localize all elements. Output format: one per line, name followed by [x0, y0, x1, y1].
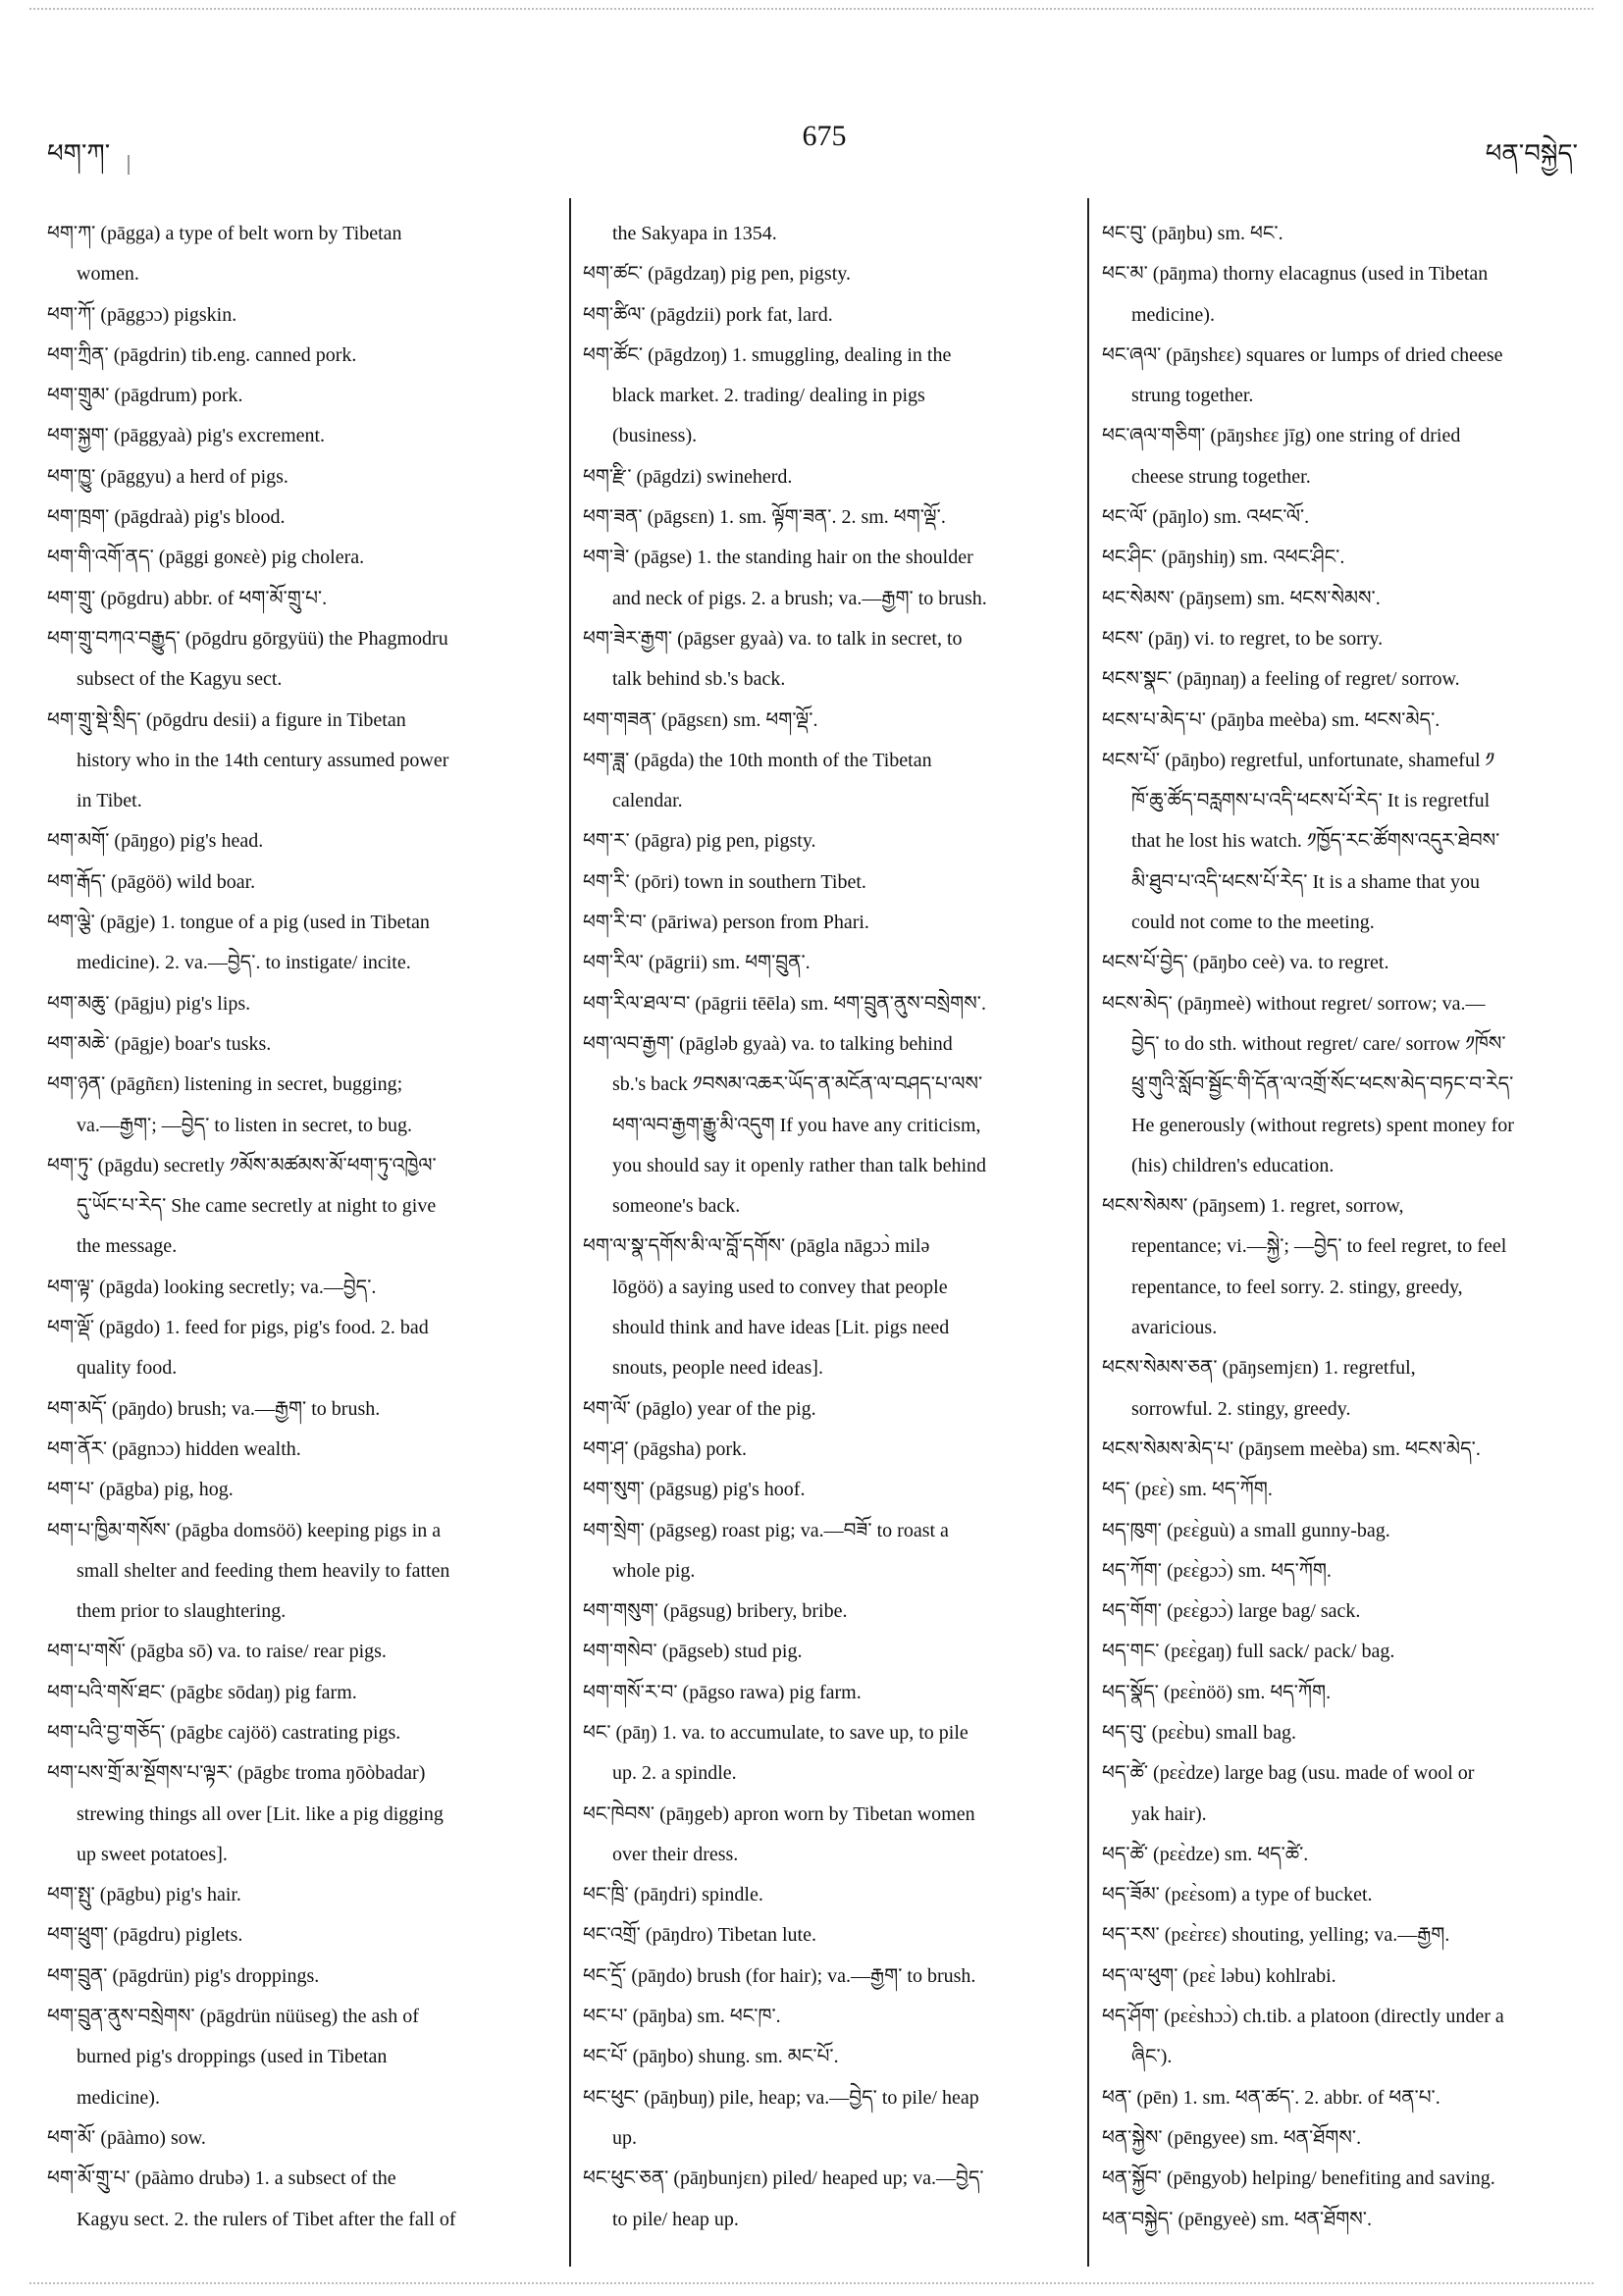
entry-continuation-line: sorrowful. 2. stingy, greedy.: [1131, 1397, 1351, 1420]
entry-headword-line: ཕག་གསོ་ར་བ་ (pāgso rawa) pig farm.: [583, 1681, 862, 1703]
entry-headword-line: ཕང་བུ་ (pāŋbu) sm. ཕང་.: [1102, 223, 1283, 244]
entry-headword-line: ཕག་ལྡོ་ (pāgdo) 1. feed for pigs, pig's food. 2. bad: [47, 1317, 429, 1339]
entry-continuation-line: ཕྲུ་གུའི་སློབ་སྦྱོང་གི་དོན་ལ་འགྲོ་སོང་ཕངས་མེད་བཏང་བ་རེད་: [1131, 1073, 1514, 1096]
entry-headword-line: ཕང་འགྲོ་ (pāŋdro) Tibetan lute.: [583, 1924, 816, 1947]
entry-headword-line: ཕག་ཟེ་ (pāgse) 1. the standing hair on the shoulder: [583, 547, 973, 569]
entry-headword-line: ཕག་པ་ (pāgba) pig, hog.: [47, 1479, 234, 1501]
entry-headword-line: ཕག་གསུག་ (pāgsug) bribery, bribe.: [583, 1600, 848, 1623]
entry-headword-line: ཕང་ཞལ་ (pāŋshɛɛ) squares or lumps of dried cheese: [1102, 343, 1503, 366]
column-divider: [1087, 198, 1089, 2267]
entry-continuation-line: to pile/ heap up.: [612, 2208, 739, 2230]
entry-headword-line: ཕག་ཏུ་ (pāgdu) secretly ༡མོས་མཚམས་མོ་ཕག་ཏུ་འཁྱེལ་: [47, 1154, 437, 1176]
entry-headword-line: ཕག་གྲུ་སྡེ་སྲིད་ (pōgdru desii) a figure in Tibetan: [47, 708, 406, 731]
entry-headword-line: ཕག་ཤ་ (pāgsha) pork.: [583, 1437, 748, 1460]
entry-headword-line: ཕང་མ་ (pāŋma) thorny elacagnus (used in Tibetan: [1102, 263, 1489, 286]
entry-headword-line: ཕག་སྲེག་ (pāgseg) roast pig; va.—བཟོ་ to roast a: [583, 1519, 949, 1541]
top-scan-edge: [29, 8, 1594, 10]
entry-continuation-line: talk behind sb.'s back.: [612, 668, 786, 691]
entry-headword-line: ཕན་བསྐྱེད་ (pēngyeè) sm. ཕན་ཐོགས་.: [1102, 2208, 1372, 2230]
entry-continuation-line: you should say it openly rather than talk behind: [612, 1154, 987, 1176]
entry-continuation-line: avaricious.: [1131, 1317, 1218, 1339]
entry-headword-line: ཕད་གང་ (pɛɛ̀gaŋ) full sack/ pack/ bag.: [1102, 1641, 1395, 1663]
entry-continuation-line: up.: [612, 2126, 637, 2149]
entry-headword-line: ཕག་གཟན་ (pāgsɛn) sm. ཕག་ལྡོ་.: [583, 708, 818, 731]
entry-headword-line: ཕད་ཚེ་ (pɛɛ̀dze) sm. ཕད་ཚེ་.: [1102, 1843, 1309, 1865]
entry-continuation-line: over their dress.: [612, 1843, 739, 1865]
entry-headword-line: ཕང་ཕུང་ཅན་ (pāŋbunjɛn) piled/ heaped up; va.—བྱེད་: [583, 2167, 984, 2190]
column-divider: [569, 198, 571, 2267]
entry-headword-line: ཕག་ལོ་ (pāglo) year of the pig.: [583, 1397, 816, 1420]
entry-headword-line: ཕག་ཁྱུ་ (pāggyu) a herd of pigs.: [47, 465, 288, 488]
scan-mark: [128, 155, 130, 175]
entry-headword-line: ཕག་རིལ་ཐལ་བ་ (pāgrii tēēla) sm. ཕག་བྲུན་ནུས་བསྲེགས་.: [583, 992, 986, 1015]
entry-headword-line: ཕག་གྲུ་ (pōgdru) abbr. of ཕག་མོ་གྲུ་པ་.: [47, 587, 328, 609]
entry-headword-line: ཕད་ཚེ་ (pɛɛ̀dze) large bag (usu. made of wool or: [1102, 1762, 1475, 1785]
entry-headword-line: ཕག་བྲུན་ (pāgdrün) pig's droppings.: [47, 1964, 320, 1987]
entry-headword-line: ཕད་ཀོག་ (pɛɛ̀gɔɔ̀) sm. ཕད་ཀོག.: [1102, 1559, 1332, 1582]
entry-headword-line: ཕག་བྲུན་ནུས་བསྲེགས་ (pāgdrün nüüseg) the ash of: [47, 2006, 419, 2028]
page-number: 675: [802, 120, 847, 152]
dictionary-column-1: [47, 214, 557, 2240]
entry-headword-line: ཕངས་སེམས་མེད་པ་ (pāŋsem meèba) sm. ཕངས་མེད་.: [1102, 1437, 1481, 1460]
entry-headword-line: ཕང་ཁེབས་ (pāŋgeb) apron worn by Tibetan women: [583, 1802, 975, 1825]
entry-headword-line: ཕག་གྲུམ་ (pāgdrum) pork.: [47, 385, 243, 407]
entry-headword-line: ཕག་རྫི་ (pāgdzi) swineherd.: [583, 465, 793, 488]
entry-continuation-line: medicine). 2. va.—བྱེད་. to instigate/ incite.: [77, 952, 411, 974]
entry-headword-line: ཕངས་ (pāŋ) vi. to regret, to be sorry.: [1102, 627, 1384, 650]
entry-continuation-line: He generously (without regrets) spent money for: [1131, 1114, 1514, 1136]
entry-continuation-line: strewing things all over [Lit. like a pig digging: [77, 1802, 444, 1825]
entry-continuation-line: burned pig's droppings (used in Tibetan: [77, 2046, 388, 2068]
entry-continuation-line: medicine).: [1131, 303, 1215, 326]
entry-headword-line: ཕན་སྐྱེས་ (pēngyee) sm. ཕན་ཐོགས་.: [1102, 2126, 1362, 2149]
entry-continuation-line: དུ་ཡོང་པ་རེད་ She came secretly at night to give: [77, 1195, 437, 1218]
entry-headword-line: ཕང་ཁྲི་ (pāŋdri) spindle.: [583, 1884, 763, 1906]
entry-continuation-line: repentance, to feel sorry. 2. stingy, greedy,: [1131, 1276, 1463, 1298]
entry-headword-line: ཕད་རས་ (pɛɛ̀rɛɛ) shouting, yelling; va.—རྒྱག.: [1102, 1924, 1450, 1947]
entry-headword-line: ཕག་མོ་གྲུ་པ་ (pāàmo drubə) 1. a subsect of the: [47, 2167, 396, 2190]
entry-headword-line: ཕག་མགོ་ (pāŋgo) pig's head.: [47, 830, 264, 853]
bottom-scan-edge: [29, 2282, 1594, 2284]
entry-continuation-line: black market. 2. trading/ dealing in pigs: [612, 385, 925, 407]
entry-headword-line: ཕག་པའི་བྱ་གཅོད་ (pāgbɛ cajöö) castrating pigs.: [47, 1721, 401, 1744]
entry-continuation-line: repentance; vi.—སྐྱེ་; —བྱེད་ to feel regret, to feel: [1131, 1235, 1507, 1258]
entry-headword-line: ཕག་ཟླ་ (pāgda) the 10th month of the Tibetan: [583, 749, 932, 771]
entry-headword-line: ཕད་གོག་ (pɛɛ̀gɔɔ̀) large bag/ sack.: [1102, 1600, 1361, 1623]
entry-headword-line: ཕང་ཕུང་ (pāŋbuŋ) pile, heap; va.—བྱེད་ to pile/ heap: [583, 2086, 979, 2109]
entry-headword-line: ཕག་གི་འགོ་ནད་ (pāggi goɴɛè) pig cholera.: [47, 547, 365, 569]
entry-headword-line: ཕང་པ་ (pāŋba) sm. ཕང་ཁ་.: [583, 2006, 781, 2028]
entry-continuation-line: women.: [77, 263, 139, 286]
entry-continuation-line: ཕག་ལབ་རྒྱག་རྒྱུ་མི་འདུག If you have any criticism,: [612, 1114, 981, 1136]
entry-headword-line: ཕང་ (pāŋ) 1. va. to accumulate, to save up, to pile: [583, 1721, 969, 1744]
entry-continuation-line: the message.: [77, 1235, 178, 1258]
entry-headword-line: ཕག་ཚང་ (pāgdzaŋ) pig pen, pigsty.: [583, 263, 851, 286]
entry-headword-line: ཕངས་སྣང་ (pāŋnaŋ) a feeling of regret/ sorrow.: [1102, 668, 1460, 691]
dictionary-column-2: [583, 214, 1070, 2240]
entry-continuation-line: medicine).: [77, 2086, 160, 2109]
entry-headword-line: ཕག་ལབ་རྒྱག་ (pāgləb gyaà) va. to talking behind: [583, 1032, 953, 1055]
entry-headword-line: ཕག་ཟན་ (pāgsɛn) 1. sm. ལྟོག་ཟན་. 2. sm. ཕག་ལྡོ་.: [583, 506, 946, 529]
entry-headword-line: ཕངས་མེད་ (pāŋmeè) without regret/ sorrow; va.—: [1102, 992, 1486, 1015]
entry-headword-line: ཕངས་སེམས་ཅན་ (pāŋsemjɛn) 1. regretful,: [1102, 1357, 1416, 1380]
entry-continuation-line: subsect of the Kagyu sect.: [77, 668, 283, 691]
entry-continuation-line: someone's back.: [612, 1195, 741, 1218]
entry-continuation-line: lōgöö) a saying used to convey that people: [612, 1276, 948, 1298]
entry-headword-line: ཕད་ཟོམ་ (pɛɛ̀som) a type of bucket.: [1102, 1884, 1373, 1906]
entry-continuation-line: could not come to the meeting.: [1131, 912, 1375, 934]
entry-headword-line: ཕག་ཚིལ་ (pāgdzii) pork fat, lard.: [583, 303, 833, 326]
entry-headword-line: ཕག་ལ་སྣ་དགོས་མི་ལ་བློ་དགོས་ (pāgla nāgɔɔ̀ milə: [583, 1235, 930, 1258]
entry-headword-line: ཕན་ (pēn) 1. sm. ཕན་ཚད་. 2. abbr. of ཕན་པ་.: [1102, 2086, 1440, 2109]
entry-headword-line: ཕག་མདོ་ (pāŋdo) brush; va.—རྒྱག་ to brush.: [47, 1397, 381, 1420]
entry-continuation-line: yak hair).: [1131, 1802, 1207, 1825]
entry-headword-line: ཕག་གྲུ་བཀའ་བརྒྱུད་ (pōgdru gōrgyüü) the Phagmodru: [47, 627, 448, 650]
entry-headword-line: ཕག་ཀྲིན་ (pāgdrin) tib.eng. canned pork.: [47, 343, 357, 366]
entry-headword-line: ཕད་ (pɛɛ̀) sm. ཕད་ཀོག.: [1102, 1479, 1273, 1501]
entry-headword-line: ཕང་པོ་ (pāŋbo) shung. sm. མང་པོ་.: [583, 2046, 839, 2068]
entry-continuation-line: and neck of pigs. 2. a brush; va.—རྒྱག་ to brush.: [612, 587, 987, 609]
entry-headword-line: ཕག་རིལ་ (pāgrii) sm. ཕག་བྲུན་.: [583, 952, 811, 974]
entry-headword-line: ཕག་པས་གྲོ་མ་སྔོགས་པ་ལྟར་ (pāgbɛ troma ŋōòbadar): [47, 1762, 426, 1785]
entry-headword-line: ཕངས་པ་མེད་པ་ (pāŋba meèba) sm. ཕངས་མེད་.: [1102, 708, 1440, 731]
entry-headword-line: ཕག་མཆེ་ (pāgje) boar's tusks.: [47, 1032, 272, 1055]
entry-continuation-line: va.—རྒྱག་; —བྱེད་ to listen in secret, to bug.: [77, 1114, 413, 1136]
entry-headword-line: ཕག་སུག་ (pāgsug) pig's hoof.: [583, 1479, 806, 1501]
entry-headword-line: ཕག་མོ་ (pāàmo) sow.: [47, 2126, 206, 2149]
entry-continuation-line: snouts, people need ideas].: [612, 1357, 823, 1380]
entry-headword-line: ཕངས་པོ་ (pāŋbo) regretful, unfortunate, shameful ༡: [1102, 749, 1495, 771]
entry-continuation-line: up. 2. a spindle.: [612, 1762, 737, 1785]
entry-continuation-line: Kagyu sect. 2. the rulers of Tibet after the fall of: [77, 2208, 456, 2230]
entry-headword-line: ཕག་ཀ་ (pāgga) a type of belt worn by Tibetan: [47, 223, 402, 244]
entry-headword-line: ཕག་ཉན་ (pāgñɛn) listening in secret, bugging;: [47, 1073, 403, 1096]
entry-headword-line: ཕག་ཕྲུག་ (pāgdru) piglets.: [47, 1924, 243, 1947]
entry-headword-line: ཕག་གསེབ་ (pāgseb) stud pig.: [583, 1641, 803, 1663]
entry-continuation-line: calendar.: [612, 790, 683, 812]
entry-headword-line: ཕག་སྐྱག་ (pāggyaà) pig's excrement.: [47, 425, 326, 447]
entry-headword-line: ཕན་སྐྱོབ་ (pēngyob) helping/ benefiting and saving.: [1102, 2167, 1495, 2190]
entry-headword-line: ཕད་བུ་ (pɛɛ̀bu) small bag.: [1102, 1721, 1296, 1744]
entry-headword-line: ཕག་པ་གསོ་ (pāgba sō) va. to raise/ rear pigs.: [47, 1641, 387, 1663]
entry-headword-line: ཕངས་སེམས་ (pāŋsem) 1. regret, sorrow,: [1102, 1195, 1404, 1218]
entry-continuation-line: them prior to slaughtering.: [77, 1600, 287, 1623]
entry-headword-line: ཕག་ཚོང་ (pāgdzoŋ) 1. smuggling, dealing in the: [583, 343, 952, 366]
entry-continuation-line: བྱེད་ to do sth. without regret/ care/ sorrow ༡ཁོས་: [1131, 1032, 1506, 1055]
entry-continuation-line: up sweet potatoes].: [77, 1843, 228, 1865]
entry-continuation-line: the Sakyapa in 1354.: [612, 223, 777, 244]
dictionary-column-3: [1102, 214, 1593, 2240]
entry-headword-line: ཕག་ར་ (pāgra) pig pen, pigsty.: [583, 830, 816, 853]
entry-continuation-line: sb.'s back ༡བསམ་འཆར་ཡོད་ན་མངོན་ལ་བཤད་པ་ལས་: [612, 1073, 983, 1096]
running-head-right: ཕན་བསྐྱེད་: [1485, 139, 1578, 169]
entry-headword-line: ཕད་ཁུག་ (pɛɛ̀guù) a small gunny-bag.: [1102, 1519, 1390, 1541]
entry-headword-line: ཕག་ལྕེ་ (pāgje) 1. tongue of a pig (used in Tibetan: [47, 912, 430, 934]
entry-headword-line: ཕག་པའི་གསོ་ཐང་ (pāgbɛ sōdaŋ) pig farm.: [47, 1681, 357, 1703]
entry-continuation-line: in Tibet.: [77, 790, 142, 812]
entry-continuation-line: (business).: [612, 425, 698, 447]
entry-headword-line: ཕངས་པོ་བྱེད་ (pāŋbo ceè) va. to regret.: [1102, 952, 1389, 974]
entry-continuation-line: cheese strung together.: [1131, 465, 1311, 488]
entry-continuation-line: whole pig.: [612, 1559, 696, 1582]
entry-headword-line: ཕག་ཁྲག་ (pāgdraà) pig's blood.: [47, 506, 286, 529]
entry-continuation-line: strung together.: [1131, 385, 1254, 407]
entry-headword-line: ཕད་སྣོད་ (pɛɛ̀nöö) sm. ཕད་ཀོག.: [1102, 1681, 1332, 1703]
entry-continuation-line: མི་ཐུབ་པ་འདི་ཕངས་པོ་རེད་ It is a shame that you: [1131, 870, 1480, 893]
entry-headword-line: ཕང་ཤིང་ (pāŋshiŋ) sm. འཕང་ཤིང་.: [1102, 547, 1345, 569]
entry-continuation-line: ཞིང་).: [1131, 2046, 1173, 2068]
entry-headword-line: ཕང་ལོ་ (pāŋlo) sm. འཕང་ལོ་.: [1102, 506, 1310, 529]
entry-headword-line: ཕག་རི་ (pōri) town in southern Tibet.: [583, 870, 866, 893]
running-head-left: ཕག་ཀ་: [47, 139, 111, 169]
entry-headword-line: ཕག་རི་བ་ (pāriwa) person from Phari.: [583, 912, 869, 934]
entry-headword-line: ཕང་དྲོ་ (pāŋdo) brush (for hair); va.—རྒྱག་ to brush.: [583, 1964, 976, 1987]
entry-headword-line: ཕག་སྤུ་ (pāgbu) pig's hair.: [47, 1884, 241, 1906]
entry-headword-line: ཕད་ལ་ཕུག་ (pɛɛ̀ ləbu) kohlrabi.: [1102, 1964, 1336, 1987]
entry-continuation-line: that he lost his watch. ༡ཁྱོད་རང་ཚོགས་འདུར་ཐེབས་: [1131, 830, 1500, 853]
entry-continuation-line: history who in the 14th century assumed power: [77, 749, 449, 771]
entry-continuation-line: quality food.: [77, 1357, 178, 1380]
entry-headword-line: ཕག་པ་ཁྱིམ་གསོས་ (pāgba domsöö) keeping pigs in a: [47, 1519, 442, 1541]
entry-headword-line: ཕག་རྒོད་ (pāgöö) wild boar.: [47, 870, 256, 893]
entry-continuation-line: ཁོ་ཆུ་ཚོད་བརླགས་པ་འདི་ཕངས་པོ་རེད་ It is regretful: [1131, 790, 1491, 812]
entry-headword-line: ཕད་ཤོག་ (pɛɛ̀shɔɔ̀) ch.tib. a platoon (directly under a: [1102, 2006, 1504, 2028]
entry-headword-line: ཕག་མཆུ་ (pāgju) pig's lips.: [47, 992, 251, 1015]
entry-continuation-line: (his) children's education.: [1131, 1154, 1335, 1176]
entry-continuation-line: should think and have ideas [Lit. pigs need: [612, 1317, 950, 1339]
entry-headword-line: ཕག་ནོར་ (pāgnɔɔ) hidden wealth.: [47, 1437, 301, 1460]
entry-headword-line: ཕག་ཀོ་ (pāggɔɔ) pigskin.: [47, 303, 237, 326]
entry-headword-line: ཕག་ཟེར་རྒྱག་ (pāgser gyaà) va. to talk in secret, to: [583, 627, 963, 650]
entry-headword-line: ཕང་ཞལ་གཅིག་ (pāŋshɛɛ jīg) one string of dried: [1102, 425, 1461, 447]
entry-continuation-line: small shelter and feeding them heavily to fatten: [77, 1559, 450, 1582]
entry-headword-line: ཕག་ལྟ་ (pāgda) looking secretly; va.—བྱེད་.: [47, 1276, 377, 1298]
entry-headword-line: ཕང་སེམས་ (pāŋsem) sm. ཕངས་སེམས་.: [1102, 587, 1381, 609]
